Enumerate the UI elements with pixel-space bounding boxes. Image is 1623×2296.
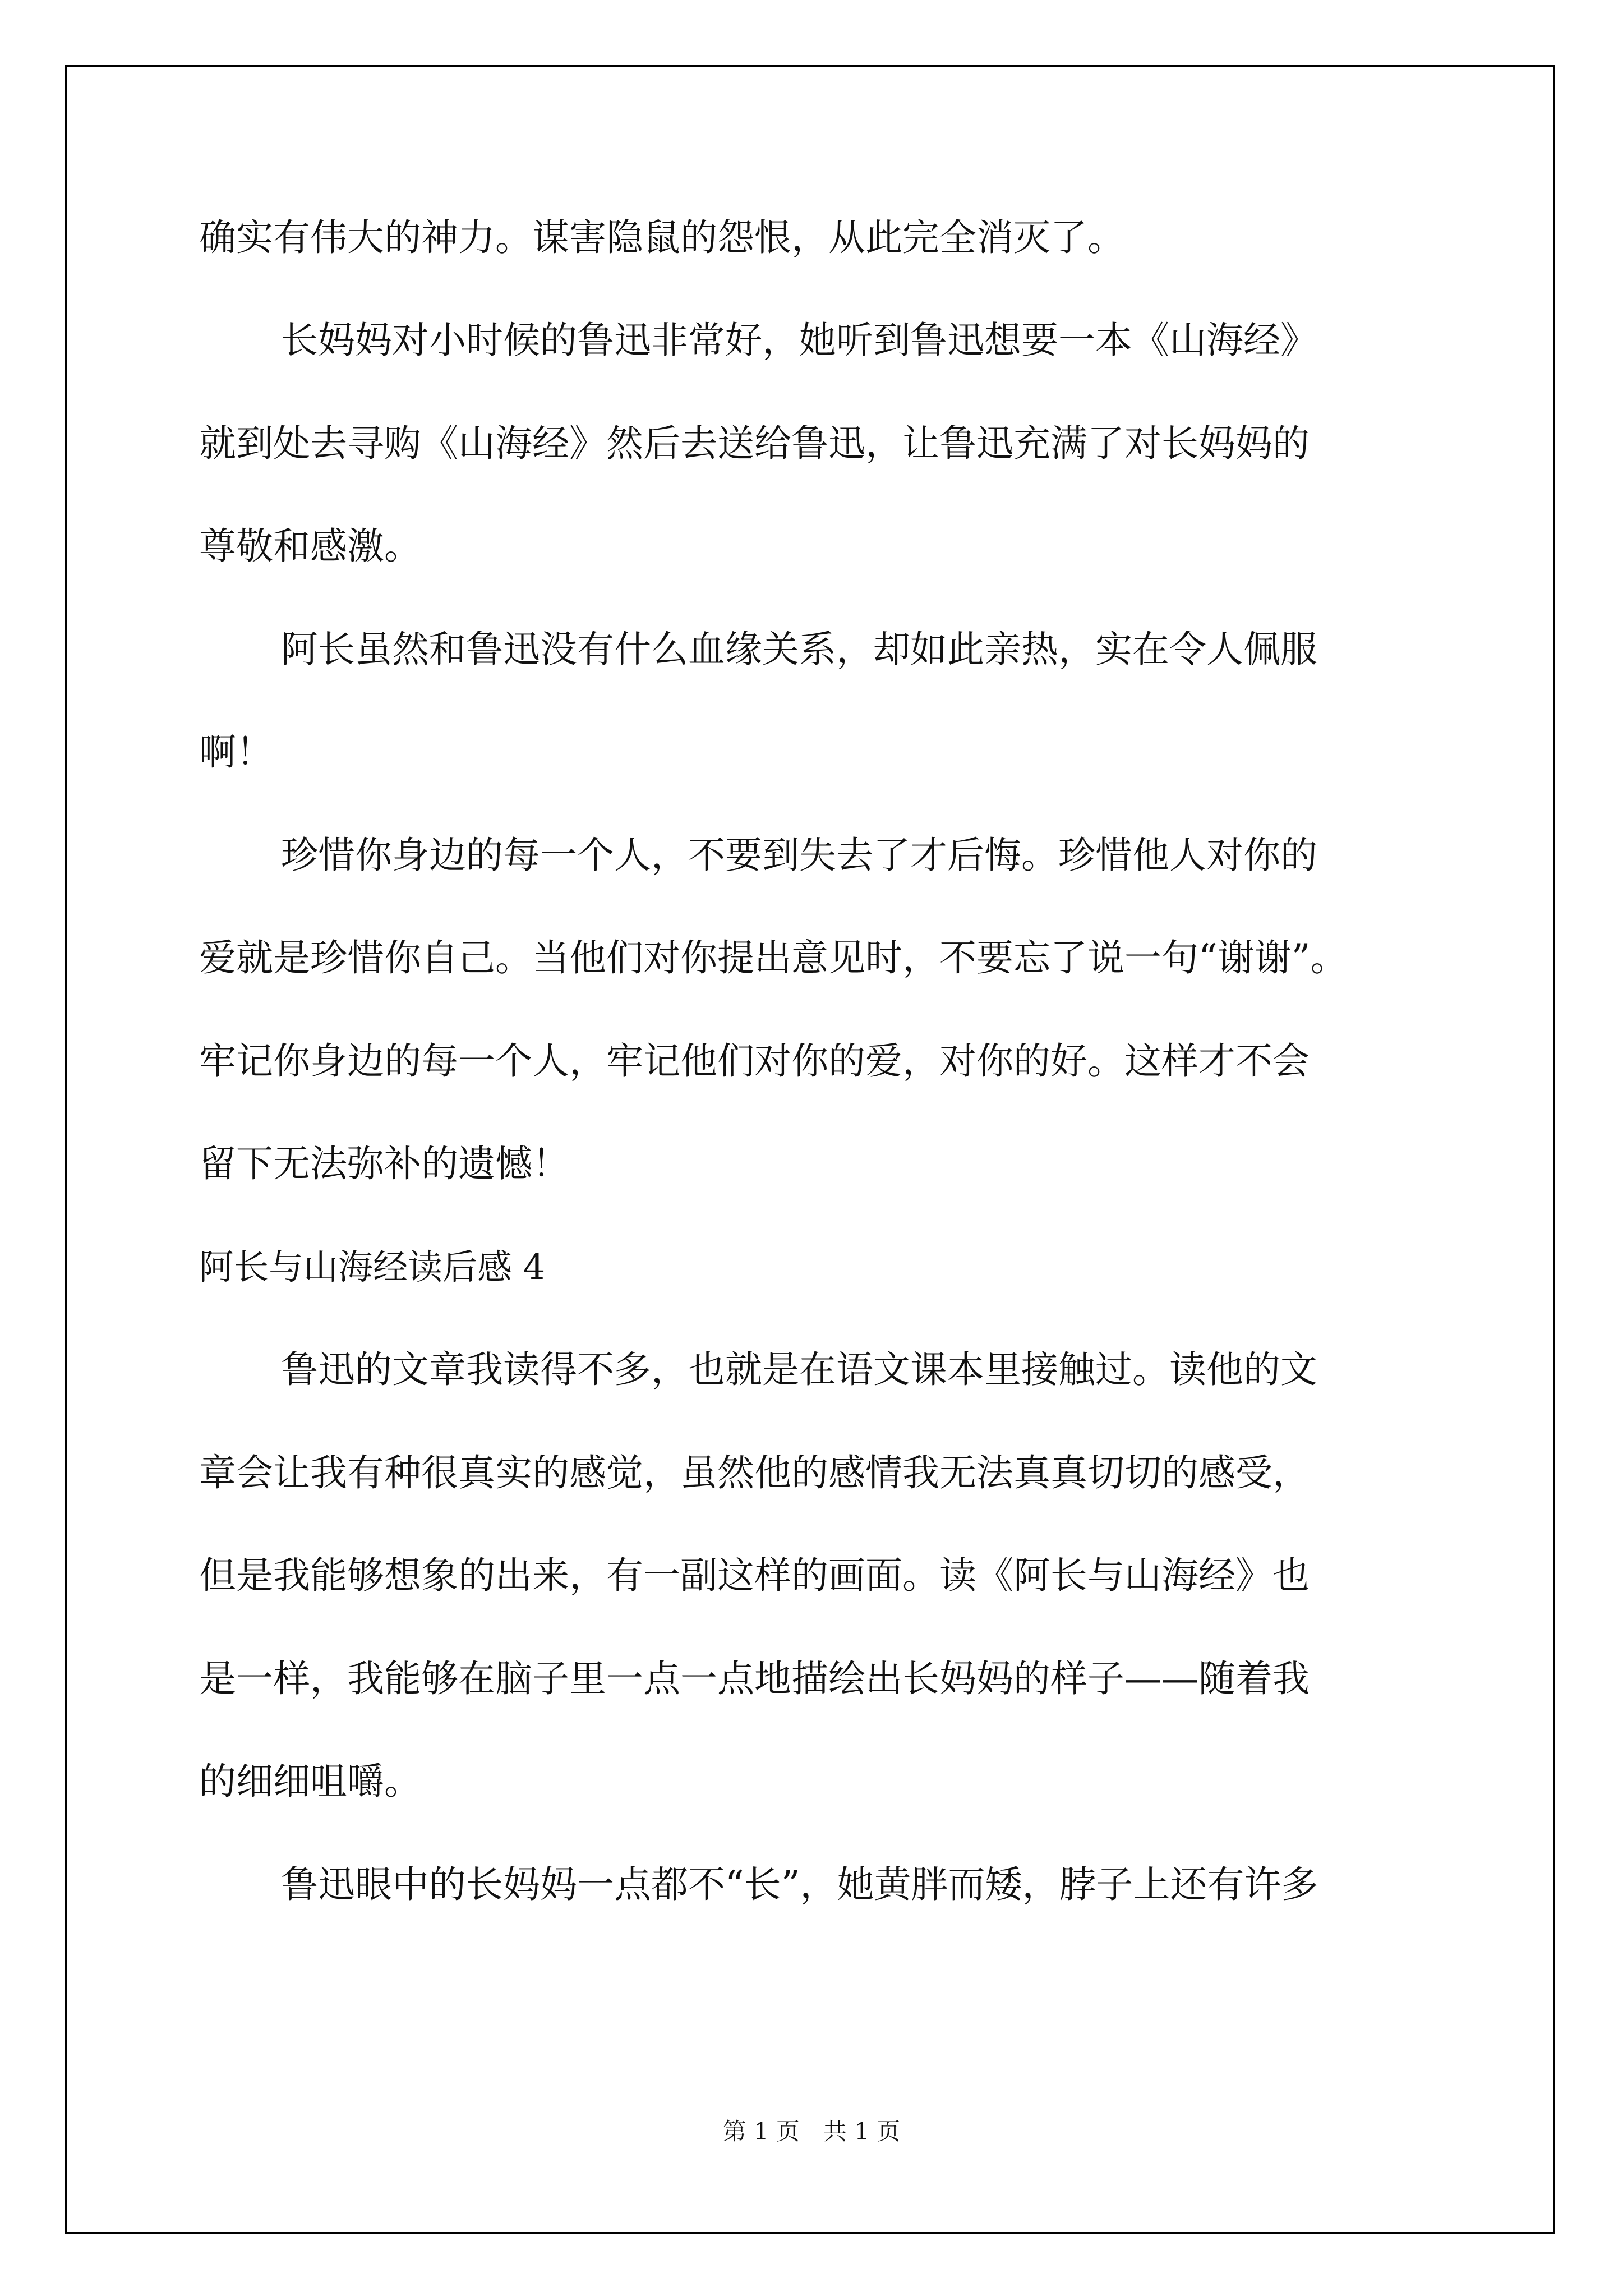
paragraph-line: 确实有伟大的神力。谋害隐鼠的怨恨，从此完全消灭了。 [199,216,1124,259]
paragraph-line: 留下无法弥补的遗憾！ [199,1142,569,1185]
page-footer: 第 1 页 共 1 页 [722,2118,901,2145]
section-heading: 阿长与山海经读后感 4 [199,1246,546,1287]
paragraph-line: 但是我能够想象的出来，有一副这样的画面。读《阿长与山海经》也 [199,1554,1310,1597]
paragraph-line: 牢记你身边的每一个人，牢记他们对你的爱，对你的好。这样才不会 [199,1039,1310,1083]
paragraph-line: 阿长虽然和鲁迅没有什么血缘关系，却如此亲热，实在令人佩服 [281,628,1317,671]
paragraph-line: 鲁迅眼中的长妈妈一点都不“长”，她黄胖而矮，脖子上还有许多 [281,1863,1318,1906]
paragraph-line: 珍惜你身边的每一个人，不要到失去了才后悔。珍惜他人对你的 [281,834,1317,877]
paragraph-line: 啊！ [199,730,273,774]
paragraph-line: 是一样，我能够在脑子里一点一点地描绘出长妈妈的样子——随着我 [199,1657,1310,1700]
paragraph-line: 长妈妈对小时候的鲁迅非常好，她听到鲁迅想要一本《山海经》 [281,319,1317,362]
paragraph-line: 尊敬和感激。 [199,524,421,568]
paragraph-line: 就到处去寻购《山海经》然后去送给鲁迅，让鲁迅充满了对长妈妈的 [199,422,1310,465]
paragraph-line: 章会让我有种很真实的感觉，虽然他的感情我无法真真切切的感受， [199,1451,1310,1494]
paragraph-line: 爱就是珍惜你自己。当他们对你提出意见时，不要忘了说一句“谢谢”。 [199,936,1348,979]
paragraph-line: 鲁迅的文章我读得不多，也就是在语文课本里接触过。读他的文 [281,1348,1317,1391]
paragraph-line: 的细细咀嚼。 [199,1760,421,1803]
